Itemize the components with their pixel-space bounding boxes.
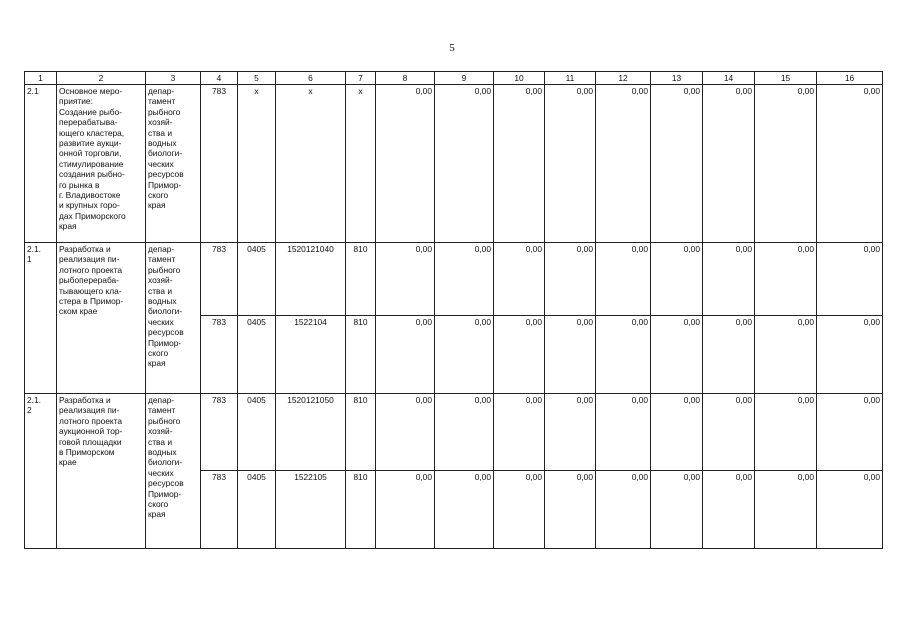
section-code: 0405 <box>238 243 276 316</box>
amount-cell: 0,00 <box>435 316 494 394</box>
table-row <box>25 394 883 471</box>
column-header: 3 <box>146 72 201 85</box>
amount-cell: 0,00 <box>755 471 817 549</box>
table-row <box>25 243 883 316</box>
target-article-code: 1520121050 <box>276 394 346 471</box>
row-number: 2.1. 2 <box>25 394 57 549</box>
amount-cell: 0,00 <box>596 243 651 316</box>
table-row <box>25 85 883 243</box>
amount-cell: 0,00 <box>545 471 596 549</box>
expense-type-code: 810 <box>346 243 376 316</box>
column-header: 14 <box>703 72 755 85</box>
section-code: 0405 <box>238 316 276 394</box>
amount-cell: 0,00 <box>755 243 817 316</box>
amount-cell: 0,00 <box>703 471 755 549</box>
measure-name: Разработка и реализация пи- лотного проекта рыбоперераба- тывающего кла- стера в Примор- ском крае <box>57 243 146 394</box>
amount-cell: 0,00 <box>376 471 435 549</box>
section-code: 0405 <box>238 394 276 471</box>
amount-cell: 0,00 <box>494 85 545 243</box>
amount-cell: 0,00 <box>651 471 703 549</box>
target-article-code: x <box>276 85 346 243</box>
amount-cell: 0,00 <box>376 316 435 394</box>
amount-cell: 0,00 <box>545 243 596 316</box>
target-article-code: 1522105 <box>276 471 346 549</box>
amount-cell: 0,00 <box>817 471 883 549</box>
amount-cell: 0,00 <box>435 243 494 316</box>
amount-cell: 0,00 <box>494 394 545 471</box>
column-header: 11 <box>545 72 596 85</box>
column-header: 12 <box>596 72 651 85</box>
amount-cell: 0,00 <box>755 85 817 243</box>
amount-cell: 0,00 <box>703 85 755 243</box>
measure-name: Основное меро- приятие: Создание рыбо- перерабатыва- ющего кластера, развитие аукци- онной торговли, стимулирование создания рыбно- го рынка в г. Владивостоке и крупных горо- дах Приморского края <box>57 85 146 243</box>
executor: депар- тамент рыбного хозяй- ства и водных биологи- ческих ресурсов Примор- ского края <box>146 85 201 243</box>
column-number-row <box>25 72 883 85</box>
amount-cell: 0,00 <box>651 243 703 316</box>
column-header: 5 <box>238 72 276 85</box>
page-number: 5 <box>449 42 455 54</box>
amount-cell: 0,00 <box>376 85 435 243</box>
amount-cell: 0,00 <box>545 85 596 243</box>
amount-cell: 0,00 <box>494 316 545 394</box>
grbs-code: 783 <box>201 243 238 316</box>
executor: депар- тамент рыбного хозяй- ства и водных биологи- ческих ресурсов Примор- ского края <box>146 243 201 394</box>
grbs-code: 783 <box>201 316 238 394</box>
amount-cell: 0,00 <box>494 243 545 316</box>
column-header: 7 <box>346 72 376 85</box>
amount-cell: 0,00 <box>494 471 545 549</box>
budget-table <box>24 71 883 549</box>
column-header: 16 <box>817 72 883 85</box>
column-header: 8 <box>376 72 435 85</box>
amount-cell: 0,00 <box>651 85 703 243</box>
column-header: 2 <box>57 72 146 85</box>
column-header: 1 <box>25 72 57 85</box>
row-number: 2.1. 1 <box>25 243 57 394</box>
amount-cell: 0,00 <box>435 85 494 243</box>
column-header: 4 <box>201 72 238 85</box>
executor: депар- тамент рыбного хозяй- ства и водных биологи- ческих ресурсов Примор- ского края <box>146 394 201 549</box>
amount-cell: 0,00 <box>376 394 435 471</box>
amount-cell: 0,00 <box>545 316 596 394</box>
column-header: 9 <box>435 72 494 85</box>
section-code: 0405 <box>238 471 276 549</box>
amount-cell: 0,00 <box>435 394 494 471</box>
measure-name: Разработка и реализация пи- лотного проекта аукционной тор- говой площадки в Приморском крае <box>57 394 146 549</box>
row-number: 2.1 <box>25 85 57 243</box>
amount-cell: 0,00 <box>755 316 817 394</box>
amount-cell: 0,00 <box>817 243 883 316</box>
grbs-code: 783 <box>201 471 238 549</box>
amount-cell: 0,00 <box>817 394 883 471</box>
column-header: 15 <box>755 72 817 85</box>
grbs-code: 783 <box>201 85 238 243</box>
amount-cell: 0,00 <box>651 394 703 471</box>
amount-cell: 0,00 <box>596 394 651 471</box>
expense-type-code: x <box>346 85 376 243</box>
column-header: 10 <box>494 72 545 85</box>
amount-cell: 0,00 <box>376 243 435 316</box>
amount-cell: 0,00 <box>703 394 755 471</box>
expense-type-code: 810 <box>346 316 376 394</box>
amount-cell: 0,00 <box>817 85 883 243</box>
amount-cell: 0,00 <box>596 316 651 394</box>
target-article-code: 1522104 <box>276 316 346 394</box>
grbs-code: 783 <box>201 394 238 471</box>
amount-cell: 0,00 <box>703 316 755 394</box>
column-header: 6 <box>276 72 346 85</box>
amount-cell: 0,00 <box>817 316 883 394</box>
amount-cell: 0,00 <box>596 471 651 549</box>
amount-cell: 0,00 <box>651 316 703 394</box>
expense-type-code: 810 <box>346 471 376 549</box>
amount-cell: 0,00 <box>545 394 596 471</box>
amount-cell: 0,00 <box>755 394 817 471</box>
amount-cell: 0,00 <box>435 471 494 549</box>
column-header: 13 <box>651 72 703 85</box>
amount-cell: 0,00 <box>596 85 651 243</box>
expense-type-code: 810 <box>346 394 376 471</box>
amount-cell: 0,00 <box>703 243 755 316</box>
section-code: x <box>238 85 276 243</box>
target-article-code: 1520121040 <box>276 243 346 316</box>
